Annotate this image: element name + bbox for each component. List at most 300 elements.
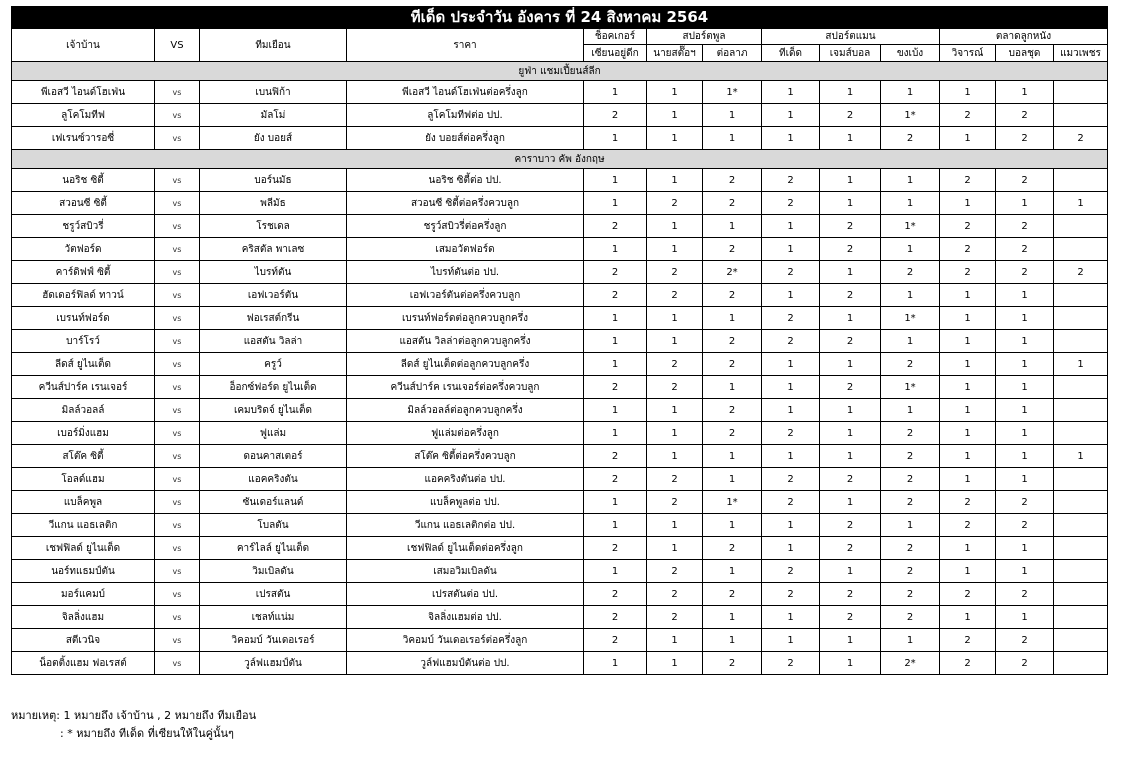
vs-label: vs <box>155 606 200 629</box>
footnote-line: : * หมายถึง ทีเด็ด ที่เซียนให้ในคู่นั้นๆ <box>60 727 234 740</box>
tip-cell <box>1054 81 1108 104</box>
price-handicap: เบรนท์ฟอร์ดต่อลูกควบลูกครึ่ง <box>347 307 584 330</box>
tip-cell: 1 <box>703 104 762 127</box>
home-team: เบรนท์ฟอร์ด <box>12 307 155 330</box>
tip-cell: 1 <box>996 399 1054 422</box>
price-handicap: พีเอสวี ไอนด์โฮเฟ่นต่อครึ่งลูก <box>347 81 584 104</box>
tip-cell: 1 <box>762 606 820 629</box>
tip-cell: 1* <box>703 491 762 514</box>
away-team: วูล์ฟแฮมป์ตัน <box>200 652 347 675</box>
tip-cell: 1 <box>703 376 762 399</box>
tip-cell: 1 <box>996 606 1054 629</box>
tip-cell: 2 <box>820 330 881 353</box>
tip-cell: 1 <box>820 560 881 583</box>
tip-cell: 2 <box>647 192 703 215</box>
tip-cell: 2 <box>584 445 647 468</box>
tip-cell: 1 <box>703 560 762 583</box>
league-row <box>12 62 1108 81</box>
tip-cell: 1 <box>820 261 881 284</box>
tip-cell: 2 <box>584 606 647 629</box>
tip-cell: 1 <box>940 606 996 629</box>
tip-cell: 1 <box>996 468 1054 491</box>
vs-label: vs <box>155 422 200 445</box>
tip-cell: 2 <box>647 560 703 583</box>
tip-cell: 2 <box>1054 261 1108 284</box>
tip-cell: 1 <box>647 238 703 261</box>
price-handicap: วีแกน แอธเลติกต่อ ปป. <box>347 514 584 537</box>
tip-cell: 1 <box>647 399 703 422</box>
tip-cell: 2 <box>820 606 881 629</box>
match-row <box>12 261 1108 284</box>
header-tipster: เจมส์บอล <box>820 45 881 62</box>
away-team: แอคคริงตัน <box>200 468 347 491</box>
match-row <box>12 81 1108 104</box>
match-row <box>12 104 1108 127</box>
tip-cell: 1 <box>703 514 762 537</box>
tip-cell: 2 <box>703 169 762 192</box>
tip-cell: 2 <box>940 491 996 514</box>
away-team: วิมเบิลดัน <box>200 560 347 583</box>
home-team: ลีดส์ ยูไนเต็ด <box>12 353 155 376</box>
price-handicap: ชรูว์สบิวรี่ต่อครึ่งลูก <box>347 215 584 238</box>
vs-label: vs <box>155 491 200 514</box>
tip-cell: 1 <box>584 307 647 330</box>
price-handicap: นอริช ซิตี้ต่อ ปป. <box>347 169 584 192</box>
price-handicap: แอคคริงตันต่อ ปป. <box>347 468 584 491</box>
tip-cell: 2 <box>647 261 703 284</box>
match-row <box>12 491 1108 514</box>
tip-cell: 1 <box>996 376 1054 399</box>
vs-label: vs <box>155 192 200 215</box>
tip-cell: 1 <box>940 468 996 491</box>
header-tipster: เซียนอยู่ดีก <box>584 45 647 62</box>
price-handicap: ควีนส์ปาร์ค เรนเจอร์ต่อครึ่งควบลูก <box>347 376 584 399</box>
tip-cell: 1 <box>996 81 1054 104</box>
tip-cell: 1 <box>881 284 940 307</box>
tip-cell: 1 <box>584 127 647 150</box>
tip-cell: 1 <box>996 330 1054 353</box>
league-row <box>12 150 1108 169</box>
tip-cell <box>1054 468 1108 491</box>
match-row <box>12 560 1108 583</box>
tip-cell: 1 <box>1054 445 1108 468</box>
match-row <box>12 606 1108 629</box>
price-handicap: ยัง บอยส์ต่อครึ่งลูก <box>347 127 584 150</box>
title-row <box>12 7 1108 29</box>
match-row <box>12 330 1108 353</box>
tip-cell: 1 <box>762 629 820 652</box>
home-team: มิลล์วอลล์ <box>12 399 155 422</box>
footnote-line: หมายเหตุ: 1 หมายถึง เจ้าบ้าน , 2 หมายถึง ทีมเยือน <box>11 709 257 722</box>
tip-cell: 2 <box>703 330 762 353</box>
price-handicap: วิคอมบ์ วันเดอเรอร์ต่อครึ่งลูก <box>347 629 584 652</box>
tip-cell: 1 <box>703 629 762 652</box>
tip-cell: 1 <box>703 307 762 330</box>
tip-cell: 2 <box>762 583 820 606</box>
home-team: คาร์ดิฟฟ์ ซิตี้ <box>12 261 155 284</box>
vs-label: vs <box>155 514 200 537</box>
tip-cell: 1 <box>940 81 996 104</box>
home-team: วัตฟอร์ด <box>12 238 155 261</box>
match-row <box>12 307 1108 330</box>
match-row <box>12 422 1108 445</box>
tip-cell: 2 <box>940 238 996 261</box>
tip-cell: 1 <box>584 238 647 261</box>
tip-cell: 1 <box>881 330 940 353</box>
tip-cell: 2 <box>584 376 647 399</box>
tip-cell: 1 <box>762 376 820 399</box>
tip-cell: 1 <box>881 514 940 537</box>
tip-cell: 2 <box>996 215 1054 238</box>
price-handicap: เปรสตันต่อ ปป. <box>347 583 584 606</box>
away-team: คริสตัล พาเลซ <box>200 238 347 261</box>
tip-cell: 2 <box>940 169 996 192</box>
header-group-sportpool: สปอร์ตพูล <box>647 29 762 45</box>
tip-cell: 1 <box>703 468 762 491</box>
tip-cell: 1 <box>647 514 703 537</box>
match-row <box>12 127 1108 150</box>
tip-cell: 1 <box>703 127 762 150</box>
price-handicap: ฟูแล่มต่อครึ่งลูก <box>347 422 584 445</box>
tip-cell <box>1054 560 1108 583</box>
home-team: เบอร์มิ่งแฮม <box>12 422 155 445</box>
tip-cell: 1 <box>881 169 940 192</box>
vs-label: vs <box>155 537 200 560</box>
tip-cell: 1 <box>996 422 1054 445</box>
header-tipster: แมวเพชร <box>1054 45 1108 62</box>
tip-cell: 1 <box>762 81 820 104</box>
tip-cell: 1 <box>820 192 881 215</box>
tip-cell: 1 <box>820 491 881 514</box>
match-row <box>12 376 1108 399</box>
tip-cell <box>1054 652 1108 675</box>
match-row <box>12 583 1108 606</box>
tip-cell: 2 <box>820 215 881 238</box>
vs-label: vs <box>155 629 200 652</box>
tip-cell: 2 <box>996 261 1054 284</box>
tip-cell <box>1054 422 1108 445</box>
vs-label: vs <box>155 468 200 491</box>
home-team: ชรูว์สบิวรี่ <box>12 215 155 238</box>
header-home: เจ้าบ้าน <box>12 29 155 62</box>
tip-cell: 2 <box>881 127 940 150</box>
header-row-groups <box>12 29 1108 45</box>
tip-cell: 1 <box>584 169 647 192</box>
tip-cell <box>1054 491 1108 514</box>
tip-cell: 1 <box>940 192 996 215</box>
away-team: พลีมัธ <box>200 192 347 215</box>
tip-cell <box>1054 215 1108 238</box>
tip-cell <box>1054 284 1108 307</box>
tip-cell: 2 <box>940 583 996 606</box>
tip-cell: 1 <box>647 330 703 353</box>
tip-cell: 2 <box>703 422 762 445</box>
tip-cell: 1 <box>647 445 703 468</box>
vs-label: vs <box>155 399 200 422</box>
vs-label: vs <box>155 169 200 192</box>
tip-cell: 2 <box>881 468 940 491</box>
tip-cell: 1 <box>762 127 820 150</box>
price-handicap: ลูโคโมทีฟต่อ ปป. <box>347 104 584 127</box>
home-team: น็อตติ้งแฮม ฟอเรสต์ <box>12 652 155 675</box>
tip-cell: 2 <box>703 652 762 675</box>
vs-label: vs <box>155 652 200 675</box>
tip-cell: 2 <box>647 376 703 399</box>
tip-cell: 1 <box>996 445 1054 468</box>
tip-cell: 2 <box>881 353 940 376</box>
away-team: บอร์นมัธ <box>200 169 347 192</box>
tip-cell: 1 <box>647 652 703 675</box>
tip-cell: 2 <box>940 261 996 284</box>
price-handicap: วูล์ฟแฮมป์ตันต่อ ปป. <box>347 652 584 675</box>
vs-label: vs <box>155 81 200 104</box>
vs-label: vs <box>155 238 200 261</box>
tip-cell: 2 <box>820 583 881 606</box>
tip-cell: 2 <box>584 284 647 307</box>
tip-cell: 2 <box>881 606 940 629</box>
tip-cell: 2 <box>996 583 1054 606</box>
away-team: โบลตัน <box>200 514 347 537</box>
home-team: สตีเวนิจ <box>12 629 155 652</box>
tip-cell: 2 <box>820 238 881 261</box>
tip-cell: 1 <box>940 284 996 307</box>
tip-cell: 2 <box>762 330 820 353</box>
tip-cell: 2 <box>820 468 881 491</box>
vs-label: vs <box>155 215 200 238</box>
home-team: โอลด์แฮม <box>12 468 155 491</box>
page-title: ทีเด็ด ประจำวัน อังคาร ที่ 24 สิงหาคม 2564 <box>12 7 1108 29</box>
tip-cell: 1 <box>996 192 1054 215</box>
tip-cell: 1 <box>940 560 996 583</box>
home-team: เชฟฟิลด์ ยูไนเต็ด <box>12 537 155 560</box>
tip-cell: 1 <box>940 353 996 376</box>
price-handicap: เสมอวัตฟอร์ด <box>347 238 584 261</box>
price-handicap: ไบรท์ตันต่อ ปป. <box>347 261 584 284</box>
match-row <box>12 514 1108 537</box>
tip-cell: 2 <box>584 104 647 127</box>
home-team: นอริช ซิตี้ <box>12 169 155 192</box>
price-handicap: เชฟฟิลด์ ยูไนเต็ดต่อครึ่งลูก <box>347 537 584 560</box>
tip-cell <box>1054 399 1108 422</box>
home-team: แบล็คพูล <box>12 491 155 514</box>
home-team: ฮัดเดอร์ฟิลด์ ทาวน์ <box>12 284 155 307</box>
tip-cell: 1 <box>1054 192 1108 215</box>
tip-cell: 1 <box>647 104 703 127</box>
tip-cell <box>1054 169 1108 192</box>
tip-cell: 1* <box>881 376 940 399</box>
tip-cell: 2 <box>940 514 996 537</box>
header-away: ทีมเยือน <box>200 29 347 62</box>
vs-label: vs <box>155 353 200 376</box>
tip-cell: 1 <box>584 652 647 675</box>
header-group-talad: ตลาดลูกหนัง <box>940 29 1108 45</box>
away-team: เบนฟิก้า <box>200 81 347 104</box>
tip-cell: 2 <box>584 215 647 238</box>
home-team: นอร์ทแธมป์ตัน <box>12 560 155 583</box>
header-price: ราคา <box>347 29 584 62</box>
away-team: ฟูแล่ม <box>200 422 347 445</box>
tip-cell: 2 <box>940 215 996 238</box>
away-team: เคมบริดจ์ ยูไนเต็ด <box>200 399 347 422</box>
vs-label: vs <box>155 560 200 583</box>
tip-cell: 1 <box>762 215 820 238</box>
tip-cell: 1 <box>584 81 647 104</box>
tip-cell: 1 <box>996 307 1054 330</box>
tip-cell: 2 <box>996 652 1054 675</box>
tip-cell: 1 <box>940 127 996 150</box>
tip-cell: 1 <box>881 238 940 261</box>
tip-cell: 2 <box>584 537 647 560</box>
tip-cell: 1 <box>584 491 647 514</box>
tip-cell: 2 <box>647 353 703 376</box>
tip-cell: 2 <box>881 583 940 606</box>
tip-cell: 2* <box>703 261 762 284</box>
tip-cell: 2 <box>820 514 881 537</box>
tip-cell: 1 <box>703 606 762 629</box>
vs-label: vs <box>155 583 200 606</box>
home-team: บาร์โรว์ <box>12 330 155 353</box>
tip-cell: 2 <box>881 261 940 284</box>
away-team: เชลท์แน่ม <box>200 606 347 629</box>
match-row <box>12 192 1108 215</box>
tip-cell: 1* <box>881 104 940 127</box>
match-row <box>12 399 1108 422</box>
tip-cell: 1 <box>820 445 881 468</box>
tip-cell: 2 <box>881 422 940 445</box>
tip-cell: 2 <box>996 104 1054 127</box>
tip-cell: 1* <box>881 307 940 330</box>
home-team: สโต๊ค ซิตี้ <box>12 445 155 468</box>
tip-cell: 1 <box>820 652 881 675</box>
price-handicap: มิลล์วอลล์ต่อลูกควบลูกครึ่ง <box>347 399 584 422</box>
match-row <box>12 238 1108 261</box>
tip-cell: 2 <box>762 652 820 675</box>
tip-cell: 1 <box>881 81 940 104</box>
tip-cell: 1* <box>881 215 940 238</box>
tip-cell: 2 <box>647 606 703 629</box>
tip-cell: 2 <box>940 629 996 652</box>
tip-cell: 1 <box>820 353 881 376</box>
tip-cell: 2 <box>647 468 703 491</box>
header-vs: VS <box>155 29 200 62</box>
tip-cell: 2 <box>820 537 881 560</box>
tip-cell: 2 <box>881 445 940 468</box>
away-team: วิคอมบ์ วันเดอเรอร์ <box>200 629 347 652</box>
home-team: ควีนส์ปาร์ค เรนเจอร์ <box>12 376 155 399</box>
tip-cell: 2 <box>762 468 820 491</box>
tip-cell: 1* <box>703 81 762 104</box>
tip-cell: 1 <box>881 399 940 422</box>
tip-cell: 2 <box>996 491 1054 514</box>
tips-body <box>12 62 1108 675</box>
tip-cell <box>1054 376 1108 399</box>
tip-cell: 2 <box>703 238 762 261</box>
tip-cell <box>1054 514 1108 537</box>
away-team: ดอนคาสเตอร์ <box>200 445 347 468</box>
match-row <box>12 652 1108 675</box>
tip-cell: 1 <box>996 560 1054 583</box>
tip-cell: 1 <box>820 169 881 192</box>
tip-cell: 1 <box>647 169 703 192</box>
tip-cell: 1 <box>584 422 647 445</box>
home-team: เฟเรนซ์วารอซี่ <box>12 127 155 150</box>
tip-cell: 1 <box>703 445 762 468</box>
tip-cell: 2 <box>940 104 996 127</box>
tip-cell: 2 <box>940 652 996 675</box>
league-name: คาราบาว คัพ อังกฤษ <box>12 150 1108 169</box>
tip-cell: 1 <box>820 422 881 445</box>
league-name: ยูฟ่า แชมเปี้ยนส์ลีก <box>12 62 1108 81</box>
match-row <box>12 353 1108 376</box>
tip-cell <box>1054 537 1108 560</box>
price-handicap: ลีดส์ ยูไนเต็ดต่อลูกควบลูกครึ่ง <box>347 353 584 376</box>
tip-cell: 1 <box>762 238 820 261</box>
tip-cell: 1 <box>762 353 820 376</box>
tip-cell: 2 <box>703 537 762 560</box>
tip-cell: 2 <box>762 192 820 215</box>
tip-cell: 2 <box>762 169 820 192</box>
tip-cell: 1 <box>584 399 647 422</box>
tip-cell: 2 <box>762 307 820 330</box>
match-row <box>12 445 1108 468</box>
away-team: ไบรท์ตัน <box>200 261 347 284</box>
tip-cell: 1 <box>940 376 996 399</box>
match-row <box>12 629 1108 652</box>
away-team: ซันเดอร์แลนด์ <box>200 491 347 514</box>
header-tipster: บอลชุด <box>996 45 1054 62</box>
away-team: เปรสตัน <box>200 583 347 606</box>
away-team: แอสตัน วิลล่า <box>200 330 347 353</box>
tip-cell <box>1054 307 1108 330</box>
header-tipster: ต่อลาภ <box>703 45 762 62</box>
tip-cell: 1 <box>647 127 703 150</box>
tip-cell <box>1054 583 1108 606</box>
away-team: คาร์ไลล์ ยูไนเต็ด <box>200 537 347 560</box>
vs-label: vs <box>155 127 200 150</box>
tip-cell: 2 <box>762 422 820 445</box>
tip-cell: 2 <box>584 468 647 491</box>
home-team: สวอนซี ซิตี้ <box>12 192 155 215</box>
tip-cell: 1 <box>820 399 881 422</box>
header-tipster: นายสต๊๊อฯ <box>647 45 703 62</box>
tip-cell <box>1054 629 1108 652</box>
tip-cell: 2 <box>703 192 762 215</box>
tip-cell: 2 <box>762 261 820 284</box>
tip-cell: 2 <box>996 238 1054 261</box>
tip-cell: 1 <box>647 215 703 238</box>
tip-cell: 1 <box>762 445 820 468</box>
tip-cell: 2 <box>584 261 647 284</box>
tip-cell: 1 <box>647 422 703 445</box>
tip-cell: 2 <box>647 583 703 606</box>
match-row <box>12 537 1108 560</box>
price-handicap: สโต๊ค ซิตี้ต่อครึ่งควบลูก <box>347 445 584 468</box>
home-team: มอร์แคมบ์ <box>12 583 155 606</box>
tip-cell: 1 <box>820 307 881 330</box>
away-team: ฟอเรสต์กรีน <box>200 307 347 330</box>
match-row <box>12 468 1108 491</box>
tip-cell: 1 <box>996 284 1054 307</box>
tip-cell: 1 <box>881 192 940 215</box>
header-group-shocker: ช็อคเกอร์ <box>584 29 647 45</box>
tip-cell: 2 <box>996 629 1054 652</box>
tip-cell: 1 <box>996 353 1054 376</box>
tip-cell: 1 <box>762 104 820 127</box>
tip-cell: 2 <box>703 353 762 376</box>
tips-table <box>11 6 1108 675</box>
tip-cell: 1 <box>940 307 996 330</box>
footnotes <box>11 707 256 743</box>
